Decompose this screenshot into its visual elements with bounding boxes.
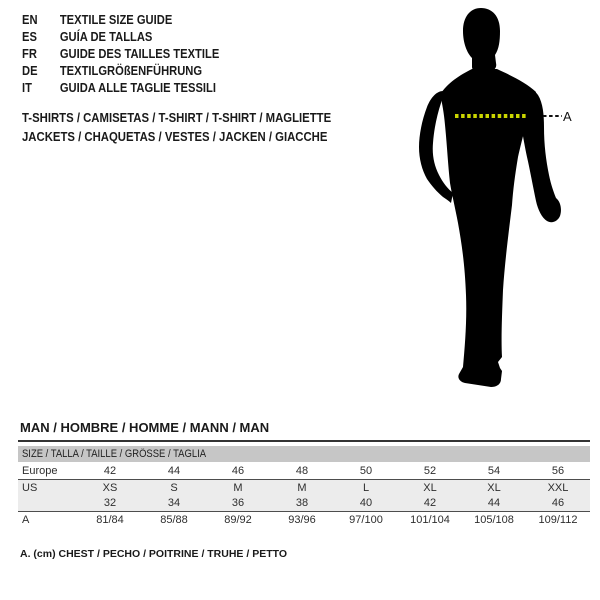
table-row-europe [18, 462, 590, 479]
category-lines [22, 108, 381, 146]
size-cell: 34 [167, 497, 181, 509]
size-cell: 48 [295, 464, 309, 477]
table-row-us [18, 479, 590, 495]
chest-measure-line [450, 111, 565, 121]
language-code: IT [22, 80, 32, 95]
language-code: ES [22, 29, 37, 44]
language-code: DE [22, 63, 38, 78]
size-cell: XS [102, 481, 118, 494]
size-cell: 89/92 [224, 514, 252, 526]
footnote-chest: A. (cm) CHEST / PECHO / POITRINE / TRUHE / PETTO [20, 548, 288, 560]
size-cell: 109/112 [538, 514, 578, 526]
language-row [22, 28, 219, 45]
man-silhouette [415, 5, 565, 405]
language-label: TEXTILGRÖßENFÜHRUNG [59, 63, 203, 78]
size-cell: 105/108 [474, 514, 514, 526]
size-cell: 32 [103, 497, 117, 509]
size-cell: 54 [487, 464, 501, 477]
size-cell: 44 [167, 464, 181, 477]
language-row [22, 79, 219, 96]
language-label: GUÍA DE TALLAS [59, 29, 153, 44]
size-cell: 42 [103, 464, 117, 477]
size-cell: 46 [231, 464, 245, 477]
language-label: TEXTILE SIZE GUIDE [59, 12, 173, 27]
size-cell: 46 [551, 497, 565, 509]
size-cell: 81/84 [96, 514, 124, 526]
language-label: GUIDE DES TAILLES TEXTILE [59, 46, 220, 61]
row-label: US [22, 481, 38, 494]
size-cell: XXL [547, 481, 569, 494]
size-cell: 42 [423, 497, 437, 509]
size-table-header [18, 446, 590, 462]
size-cell: XL [423, 481, 437, 494]
size-cell: 93/96 [288, 514, 316, 526]
size-cell: 56 [551, 464, 565, 477]
size-cell: 101/104 [410, 514, 450, 526]
size-cell: 44 [487, 497, 501, 509]
category-line-jackets: JACKETS / CHAQUETAS / VESTES / JACKEN / GIACCHE [22, 129, 328, 144]
size-table [18, 446, 590, 528]
size-cell: 50 [359, 464, 373, 477]
section-title-man: MAN / HOMBRE / HOMME / MANN / MAN [20, 420, 270, 435]
size-cell: 36 [231, 497, 245, 509]
size-cell: 40 [359, 497, 373, 509]
language-list [22, 11, 251, 96]
size-cell: M [297, 481, 307, 494]
row-label: A [22, 514, 30, 526]
language-label: GUIDA ALLE TAGLIE TESSILI [59, 80, 216, 95]
row-label: Europe [22, 464, 58, 477]
size-cell: XL [487, 481, 501, 494]
measure-label-a: A [563, 109, 572, 124]
size-cell: M [233, 481, 243, 494]
language-row [22, 11, 219, 28]
language-row [22, 45, 219, 62]
size-cell: S [170, 481, 178, 494]
language-code: FR [22, 46, 37, 61]
size-cell: L [362, 481, 370, 494]
size-cell: 52 [423, 464, 437, 477]
language-code: EN [22, 12, 38, 27]
size-cell: 38 [295, 497, 309, 509]
size-cell: 97/100 [349, 514, 383, 526]
language-row [22, 62, 219, 79]
table-row-numeric [18, 495, 590, 511]
size-table-header-label: SIZE / TALLA / TAILLE / GRÖSSE / TAGLIA [22, 448, 207, 460]
category-line-tshirts: T-SHIRTS / CAMISETAS / T-SHIRT / T-SHIRT / MAGLIETTE [22, 110, 332, 125]
table-top-rule [18, 440, 590, 442]
table-row-chest-a [18, 511, 590, 528]
size-cell: 85/88 [160, 514, 188, 526]
